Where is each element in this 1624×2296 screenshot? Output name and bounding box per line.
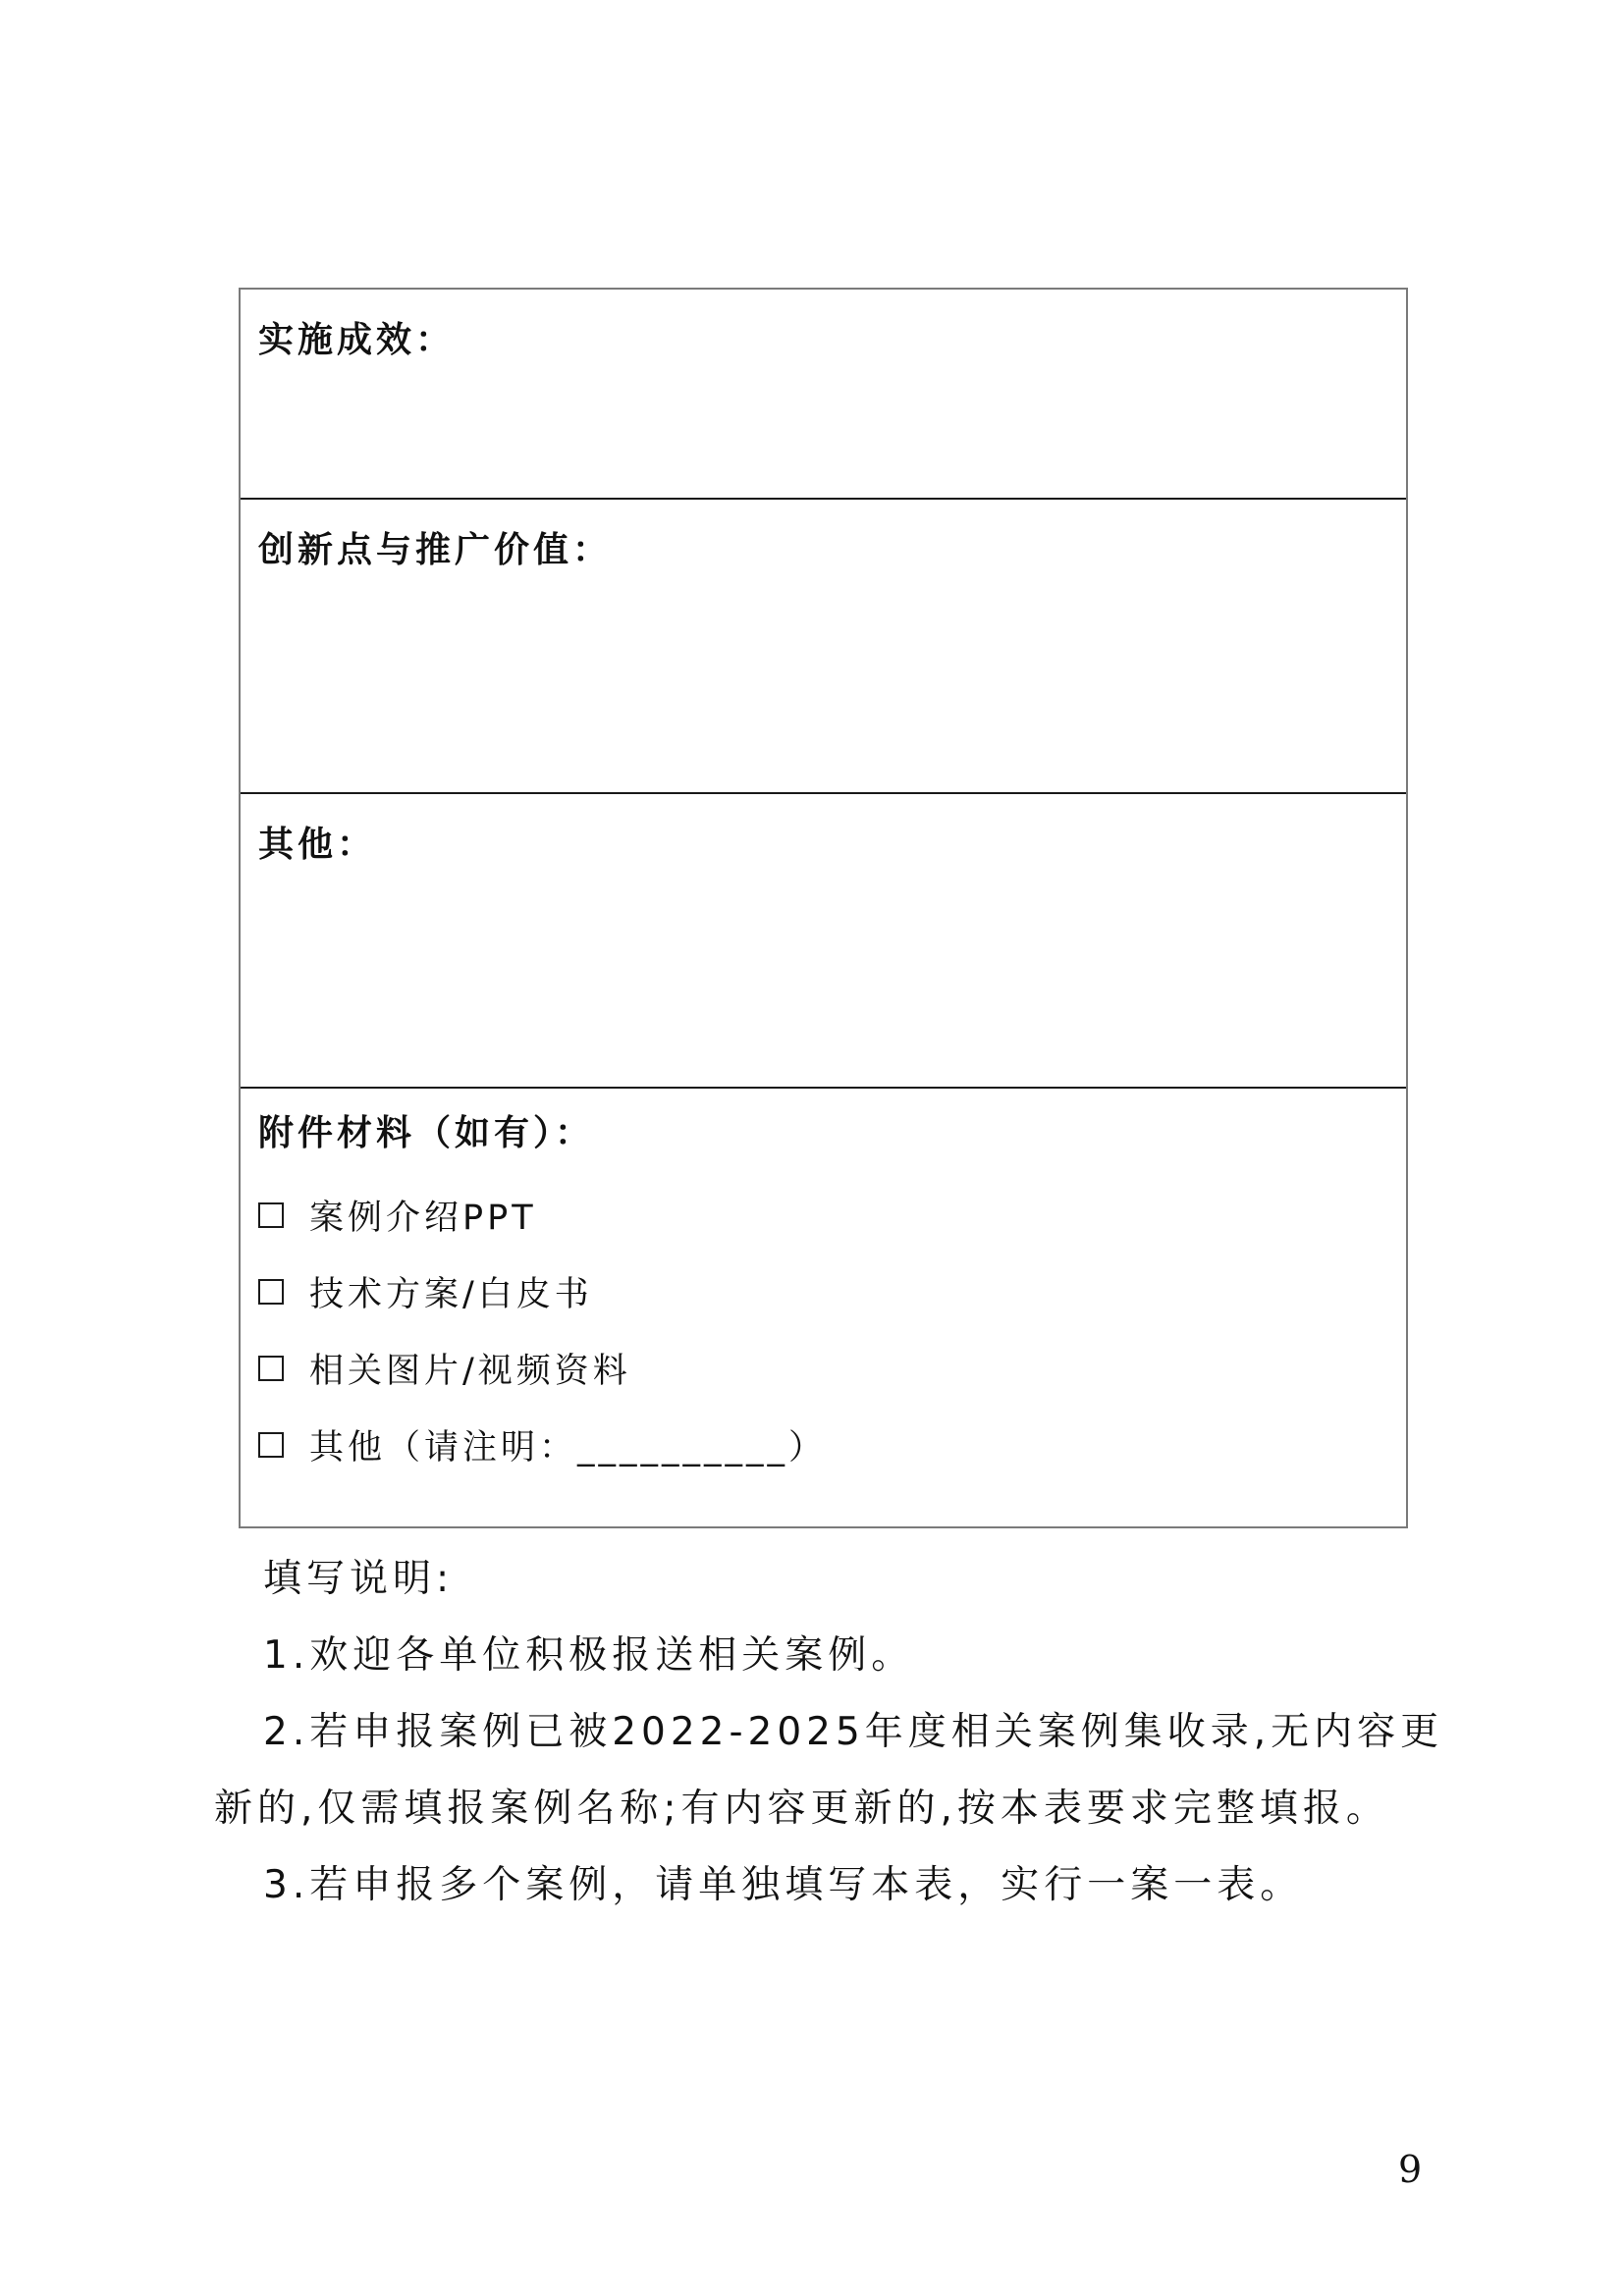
attachments-label: 附件材料（如有）： [258, 1113, 595, 1153]
instruction-item-2-line-2: 新的,仅需填报案例名称;有内容更新的,按本表要求完整填报。 [214, 1787, 1389, 1831]
attachment-item-other[interactable] [258, 1407, 827, 1483]
page-number: 9 [1398, 2148, 1423, 2191]
attachment-label: 案例介绍PPT [309, 1199, 537, 1238]
attachment-item-whitepaper[interactable] [258, 1254, 827, 1330]
innovation-section[interactable] [241, 500, 1406, 794]
attachment-item-media[interactable] [258, 1330, 827, 1407]
instruction-item-2-line-1: 2.若申报案例已被2022-2025年度相关案例集收录,无内容更 [263, 1710, 1444, 1754]
instruction-item-3: 3.若申报多个案例，请单独填写本表，实行一案一表。 [263, 1863, 1304, 1907]
case-form-table [239, 288, 1408, 1528]
innovation-label: 创新点与推广价值： [258, 530, 613, 570]
checkbox-icon[interactable] [258, 1279, 284, 1305]
checkbox-icon[interactable] [258, 1432, 284, 1458]
other-label: 其他： [258, 825, 377, 865]
checkbox-icon[interactable] [258, 1356, 284, 1381]
attachments-list [258, 1177, 827, 1483]
instruction-item-1: 1.欢迎各单位积极报送相关案例。 [263, 1633, 915, 1678]
results-section[interactable] [241, 290, 1406, 500]
filling-instructions [214, 1541, 1444, 1924]
attachment-label: 相关图片/视频资料 [309, 1352, 631, 1391]
attachment-label: 技术方案/白皮书 [309, 1275, 593, 1314]
results-label: 实施成效： [258, 320, 456, 360]
checkbox-icon[interactable] [258, 1202, 284, 1228]
other-section[interactable] [241, 794, 1406, 1089]
attachments-section [241, 1089, 1406, 1526]
attachment-label: 其他（请注明：__________） [309, 1428, 828, 1468]
instructions-title: 填写说明: [263, 1557, 455, 1601]
attachment-item-ppt[interactable] [258, 1177, 827, 1254]
